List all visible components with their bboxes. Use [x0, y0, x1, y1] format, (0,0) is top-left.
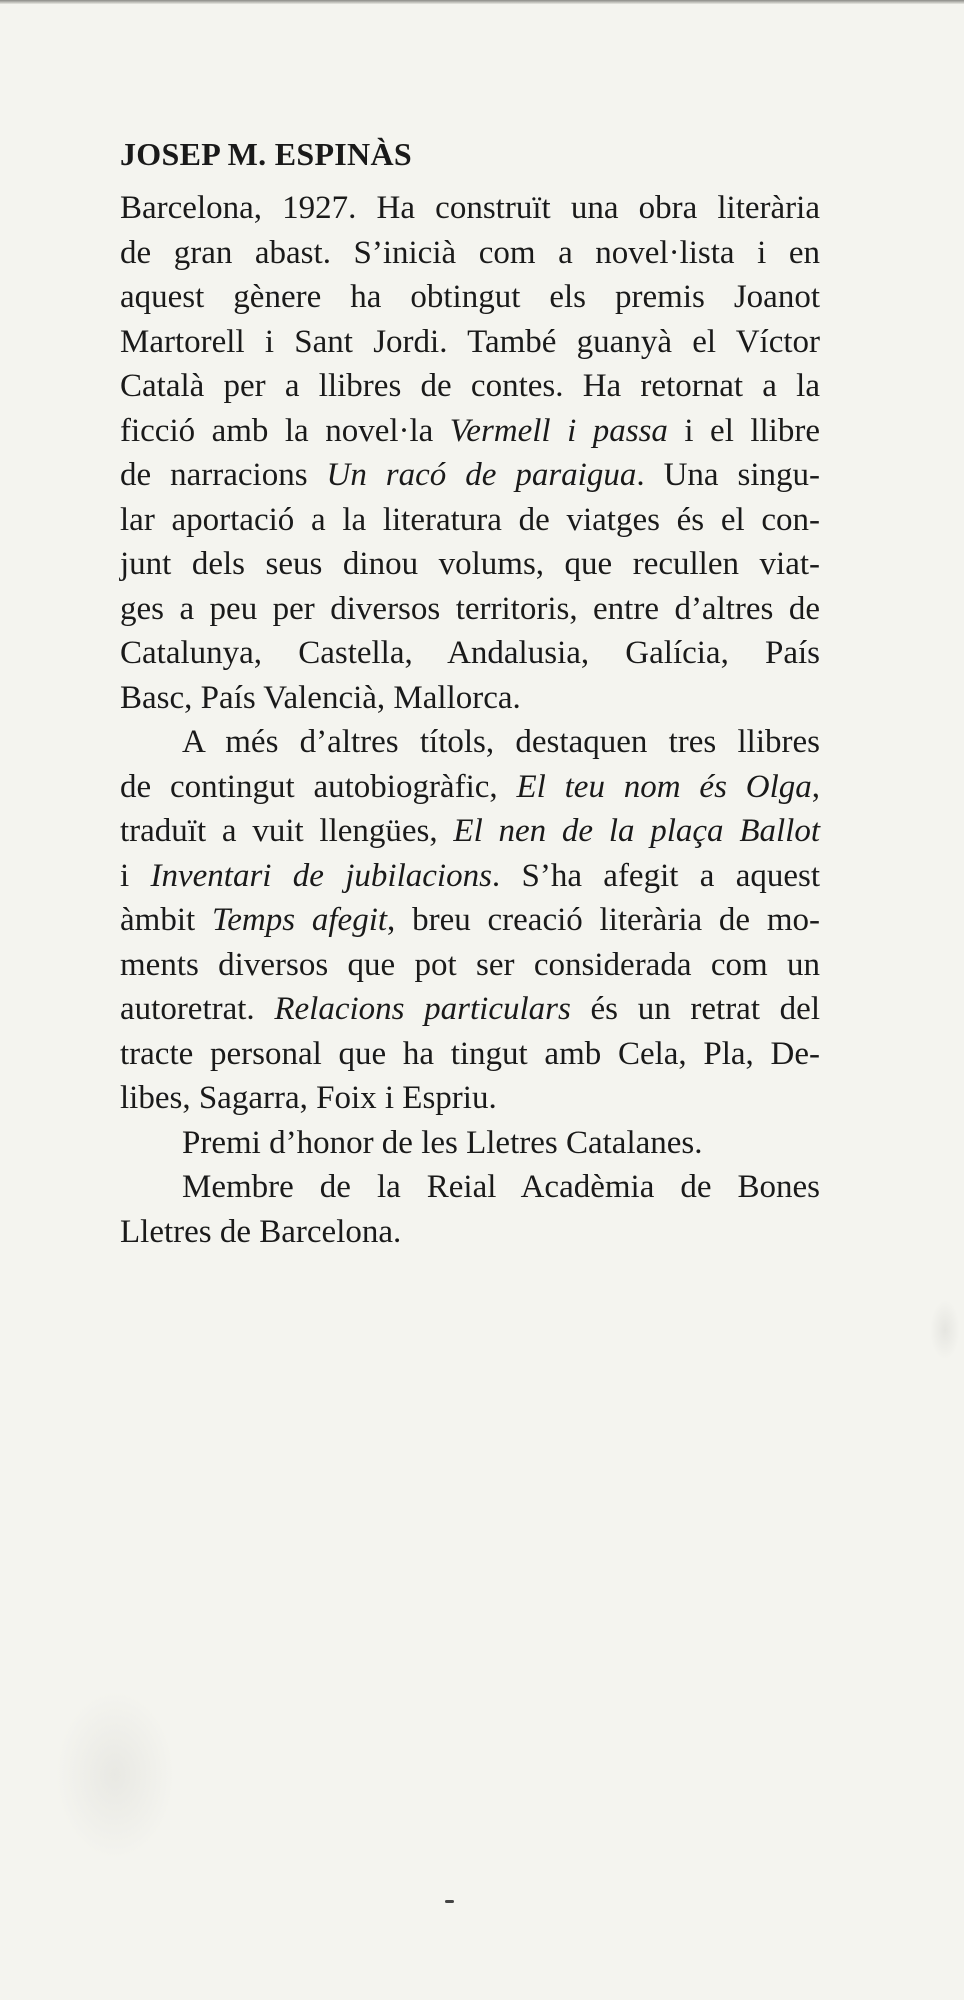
book-title-vermell-i-passa: Vermell i passa	[449, 412, 668, 449]
book-title-inventari-de-jubilacions: Inventari de jubilacions	[150, 857, 492, 894]
bio-text: àmbit	[120, 902, 212, 938]
bio-line	[120, 453, 820, 498]
bio-text: . Una singu-	[636, 457, 821, 493]
paper-smudge	[55, 1690, 175, 1860]
bio-line: A més d’altres títols, destaquen tres llibres	[182, 724, 820, 760]
author-biography	[120, 186, 820, 1254]
bio-paragraph-2	[120, 720, 820, 1121]
bio-line: ges a peu per diversos territoris, entre d’altres de	[120, 590, 820, 627]
author-bio-flap	[120, 132, 820, 1254]
bio-line	[120, 409, 820, 454]
book-title-un-raco-de-paraigua: Un racó de paraigua	[326, 457, 637, 493]
paper-smudge-right	[930, 1300, 960, 1360]
book-title-el-nen-de-la-placa-ballot: El nen de la plaça Ballot	[453, 813, 820, 849]
bio-line: libes, Sagarra, Foix i Espriu.	[120, 1080, 497, 1116]
bio-text: ficció amb la novel·la	[120, 412, 450, 449]
bio-line: Premi d’honor de les Lletres Catalanes.	[182, 1124, 703, 1161]
bio-line: tracte personal que ha tingut amb Cela, Pla, De-	[120, 1035, 820, 1072]
bio-paragraph-3	[120, 1121, 820, 1166]
bio-text: , breu creació literària de mo-	[387, 902, 821, 938]
bio-line: Basc, País Valencià, Mallorca.	[120, 679, 521, 716]
bio-line: Lletres de Barcelona.	[120, 1213, 402, 1250]
book-title-el-teu-nom-es-olga: El teu nom és Olga	[516, 768, 812, 805]
bio-line: Català per a llibres de contes. Ha retornat a la	[120, 368, 820, 404]
author-name: JOSEP M. ESPINÀS	[120, 136, 412, 172]
bio-line	[120, 898, 820, 943]
bio-text: i el llibre	[667, 412, 820, 449]
bio-text: i	[120, 857, 151, 894]
bio-line: de gran abast. S’inicià com a novel·lista i en	[120, 234, 820, 271]
bio-text: ,	[811, 768, 820, 805]
bio-line	[120, 765, 820, 810]
ink-speck	[445, 1900, 454, 1903]
bio-line	[120, 987, 820, 1032]
bio-paragraph-1	[120, 186, 820, 720]
bio-line	[120, 809, 820, 854]
bio-line: aquest gènere ha obtingut els premis Joanot	[120, 279, 820, 315]
bio-text: de narracions	[120, 457, 327, 493]
bio-paragraph-4	[120, 1165, 820, 1254]
bio-line: lar aportació a la literatura de viatges és el con-	[120, 501, 820, 538]
bio-line: Martorell i Sant Jordi. També guanyà el Víctor	[120, 323, 820, 360]
bio-line	[120, 854, 820, 899]
bio-text: . S’ha afegit a aquest	[491, 857, 821, 894]
bio-text: autoretrat.	[120, 991, 275, 1027]
book-title-relacions-particulars: Relacions particulars	[274, 991, 571, 1027]
bio-line: Barcelona, 1927. Ha construït una obra literària	[120, 190, 820, 226]
bio-line: ments diversos que pot ser considerada com un	[120, 946, 820, 983]
bio-text: és un retrat del	[570, 991, 820, 1027]
book-title-temps-afegit: Temps afegit	[211, 902, 388, 938]
page-top-edge	[0, 0, 964, 4]
bio-line: Membre de la Reial Acadèmia de Bones	[182, 1169, 820, 1205]
bio-text: traduït a vuit llengües,	[120, 813, 454, 849]
bio-text: de contingut autobiogràfic,	[120, 768, 517, 805]
bio-line: junt dels seus dinou volums, que recullen viat-	[120, 546, 820, 582]
bio-line: Catalunya, Castella, Andalusia, Galícia, País	[120, 635, 820, 671]
